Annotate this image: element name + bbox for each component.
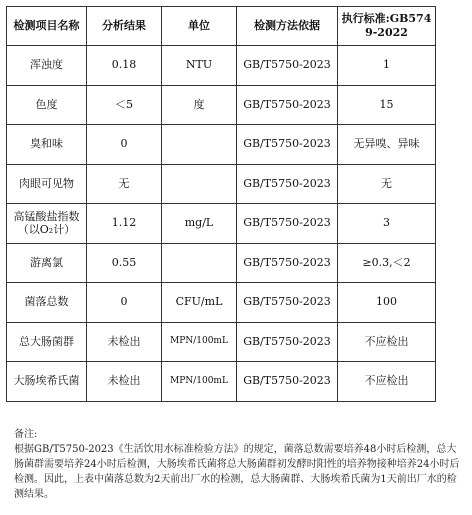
cell-item: 高锰酸盐指数（以O₂计）: [7, 204, 87, 244]
cell-result: 未检出: [87, 322, 162, 362]
table-row: [7, 164, 436, 204]
cell-unit: mg/L: [162, 204, 237, 244]
cell-unit: [162, 164, 237, 204]
cell-result: ＜5: [87, 85, 162, 125]
header-standard: 执行标准:GB5749-2022: [338, 7, 436, 46]
cell-item: 游离氯: [7, 243, 87, 283]
cell-unit: NTU: [162, 46, 237, 86]
table-row: [7, 46, 436, 86]
cell-standard: 不应检出: [338, 322, 436, 362]
cell-item: 肉眼可见物: [7, 164, 87, 204]
cell-method: GB/T5750-2023: [237, 85, 338, 125]
cell-item: 总大肠菌群: [7, 322, 87, 362]
table-row: [7, 125, 436, 165]
cell-method: GB/T5750-2023: [237, 46, 338, 86]
notes-body: 根据GB/T5750-2023《生活饮用水标准检验方法》的规定，菌落总数需要培养48小时后检测，总大肠菌群需要培养24小时后检测，大肠埃希氏菌将总大肠菌群初发酵时阳性的培养物接种培养24小时后检测。因此，上表中菌落总数为2天前出厂水的检测，总大肠菌群、大肠埃希氏菌为1天前出厂水的检测结果。: [14, 444, 460, 500]
table-row: [7, 85, 436, 125]
cell-item: 色度: [7, 85, 87, 125]
cell-unit: 度: [162, 85, 237, 125]
cell-item: 浑浊度: [7, 46, 87, 86]
cell-standard: 不应检出: [338, 362, 436, 402]
cell-result: 0: [87, 125, 162, 165]
cell-unit: MPN/100mL: [162, 362, 237, 402]
cell-result: 0.18: [87, 46, 162, 86]
cell-item: 臭和味: [7, 125, 87, 165]
header-method: 检测方法依据: [237, 7, 338, 46]
cell-standard: 无: [338, 164, 436, 204]
cell-item: 菌落总数: [7, 283, 87, 323]
cell-method: GB/T5750-2023: [237, 322, 338, 362]
cell-result: 1.12: [87, 204, 162, 244]
table-header-row: [7, 7, 436, 46]
cell-method: GB/T5750-2023: [237, 362, 338, 402]
cell-result: 0.55: [87, 243, 162, 283]
cell-unit: CFU/mL: [162, 283, 237, 323]
cell-unit: MPN/100mL: [162, 322, 237, 362]
cell-standard: 100: [338, 283, 436, 323]
table-row: [7, 243, 436, 283]
cell-standard: 3: [338, 204, 436, 244]
cell-method: GB/T5750-2023: [237, 164, 338, 204]
header-result: 分析结果: [87, 7, 162, 46]
cell-standard: 15: [338, 85, 436, 125]
cell-method: GB/T5750-2023: [237, 204, 338, 244]
notes-title: 备注:: [14, 429, 38, 440]
cell-result: 未检出: [87, 362, 162, 402]
table-row: [7, 204, 436, 244]
cell-method: GB/T5750-2023: [237, 125, 338, 165]
table-row: [7, 283, 436, 323]
cell-standard: ≥0.3,＜2: [338, 243, 436, 283]
water-quality-table: [6, 6, 436, 402]
cell-standard: 无异嗅、异味: [338, 125, 436, 165]
notes-section: [14, 427, 464, 502]
table-row: [7, 322, 436, 362]
cell-result: 0: [87, 283, 162, 323]
table-row: [7, 362, 436, 402]
header-unit: 单位: [162, 7, 237, 46]
cell-unit: [162, 243, 237, 283]
cell-item: 大肠埃希氏菌: [7, 362, 87, 402]
cell-method: GB/T5750-2023: [237, 283, 338, 323]
cell-result: 无: [87, 164, 162, 204]
cell-unit: [162, 125, 237, 165]
cell-standard: 1: [338, 46, 436, 86]
cell-method: GB/T5750-2023: [237, 243, 338, 283]
header-item-name: 检测项目名称: [7, 7, 87, 46]
